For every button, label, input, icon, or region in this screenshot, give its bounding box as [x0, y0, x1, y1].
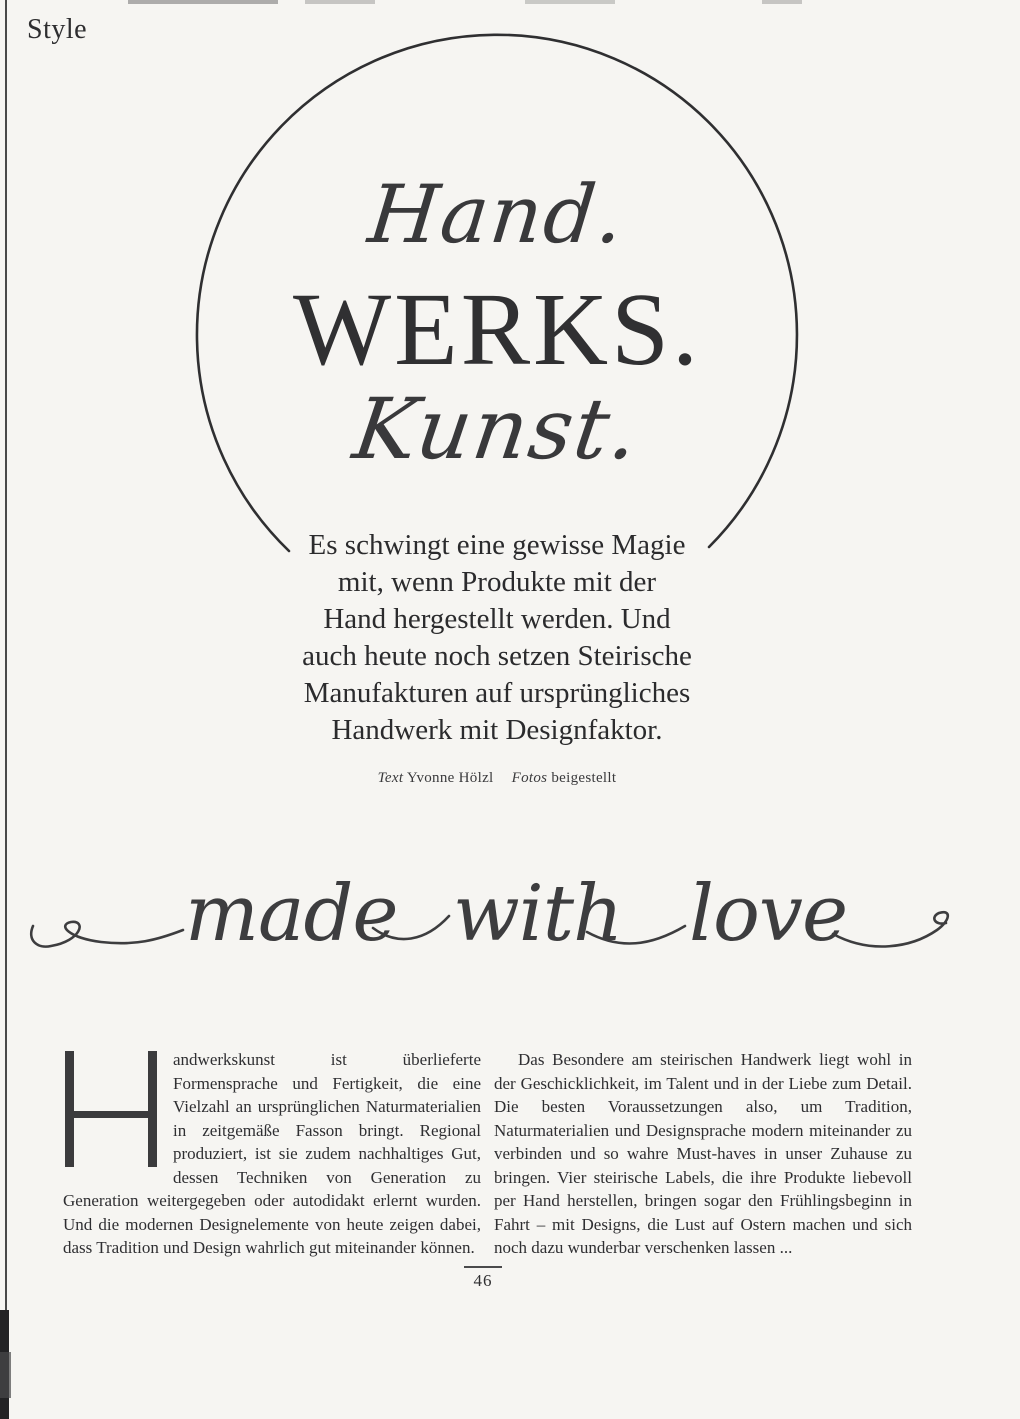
tagline-word: love: [689, 869, 848, 959]
folio-rule: [464, 1266, 502, 1268]
headline-hand-script: Hand.: [364, 168, 630, 261]
made-with-love-calligraphy: [25, 842, 955, 977]
standfirst-line: Manufakturen auf ursprüngliches: [303, 677, 691, 709]
paragraph-right: Das Besondere am steirischen Handwerk liegt wohl in der Geschicklichkeit, im Talent und in der Liebe zum Detail. Die besten Voraussetzungen also, um Tradition, Naturmaterialien und Designsprache modern miteinander zu verbinden und so wahre Must-haves in unser Zuhause zu bringen. Vier steirische Labels, die ihre Produkte liebevoll per Hand herstellen, bringen sogar den Frühlingsbeginn in Fahrt – mit Designs, die Lust auf Ostern machen und sich noch dazu wunderbar verschenken lassen ...: [494, 1050, 912, 1257]
standfirst-line: mit, wenn Produkte mit der: [337, 566, 657, 598]
tagline-word: with: [453, 869, 623, 959]
page-number: 46: [473, 1271, 493, 1290]
article-column-right: [494, 1048, 912, 1260]
article-body: [63, 1048, 913, 1260]
tagline-word: made: [185, 869, 398, 959]
standfirst-line: auch heute noch setzen Steirische: [302, 640, 692, 672]
headline-werks: WERKS.: [293, 272, 701, 387]
dropcap-stroke: [65, 1051, 74, 1167]
byline-author: Yvonne Hölzl: [406, 770, 494, 786]
byline-text-label: Text: [377, 770, 404, 786]
article-column-left: [63, 1048, 481, 1260]
swash-right: [833, 912, 948, 946]
folio: [447, 1266, 519, 1291]
byline-fotos-label: Fotos: [511, 770, 548, 786]
standfirst: [0, 527, 994, 749]
byline: [0, 770, 994, 787]
headline-kunst-script: Kunst.: [347, 380, 647, 478]
section-label: Style: [27, 14, 88, 45]
byline-fotos-credit: beigestellt: [551, 770, 617, 786]
swash-left: [31, 922, 183, 947]
dropcap-crossbar: [74, 1111, 148, 1118]
dropcap-stroke: [148, 1051, 157, 1167]
standfirst-line: Hand hergestellt werden. Und: [323, 603, 671, 635]
standfirst-line: Handwerk mit Designfaktor.: [331, 714, 663, 746]
paragraph-left: andwerkskunst ist überlieferte Formensprache und Fertigkeit, die eine Vielzahl an ursprünglichen Naturmaterialien in zeitgemäße Fasson bringt. Regional produziert, ist sie zudem nachhaltiges Gut, dessen Techniken von Generation zu Generation weitergegeben oder autodidakt erlernt wurden. Und die modernen Designelemente von heute zeigen dabei, dass Tradition und Design wahrlich gut miteinander können.: [63, 1050, 481, 1257]
standfirst-line: Es schwingt eine gewisse Magie: [308, 529, 686, 561]
dropcap-h: [65, 1051, 157, 1167]
spine-smudge: [0, 1352, 11, 1398]
